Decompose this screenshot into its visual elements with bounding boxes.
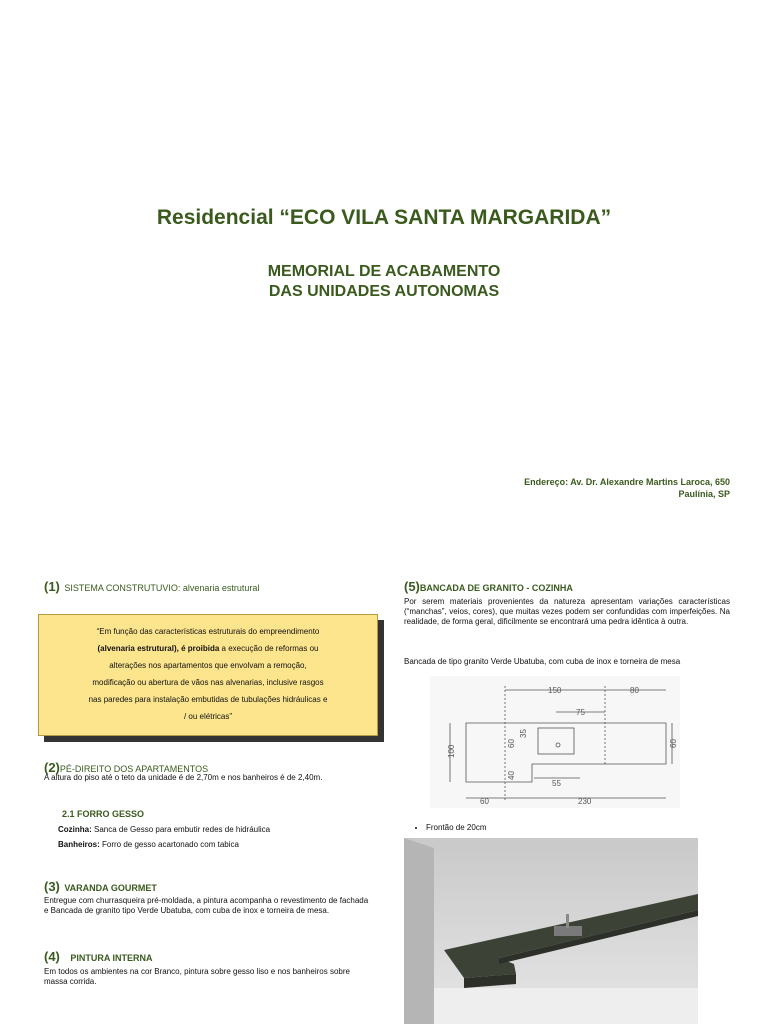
quote-line: nas paredes para instalação embutidas de tubulações hidráulicas e <box>88 695 328 704</box>
cozinha-line <box>58 825 270 835</box>
cozinha-text: Sanca de Gesso para embutir redes de hidráulica <box>91 825 271 834</box>
dim-label: 60 <box>507 739 516 748</box>
section-2-1-title: 2.1 FORRO GESSO <box>62 809 145 819</box>
dim-label: 75 <box>576 708 585 717</box>
section-1-heading <box>44 578 259 596</box>
section-4-heading <box>44 948 153 966</box>
banheiros-label: Banheiros: <box>58 840 100 849</box>
side-wall <box>404 838 434 1024</box>
floor <box>434 988 698 1024</box>
address-line-1: Endereço: Av. Dr. Alexandre Martins Laroca, 650 <box>524 477 730 487</box>
diagram-background <box>430 676 680 808</box>
dim-label: 35 <box>519 729 528 738</box>
quote-line: alterações nos apartamentos que envolvam a remoção, <box>109 661 307 670</box>
dim-label: 40 <box>507 771 516 780</box>
section-4-number: (4) <box>44 949 60 964</box>
dim-label: 230 <box>578 797 592 806</box>
section-3-title: VARANDA GOURMET <box>64 883 157 893</box>
dim-label: 60 <box>669 739 678 748</box>
section-2-title: PÉ-DIREITO DOS APARTAMENTOS <box>59 764 209 774</box>
section-4-title: PINTURA INTERNA <box>70 953 153 963</box>
quote-line: / ou elétricas” <box>183 712 233 721</box>
dim-label: 55 <box>552 779 561 788</box>
quote-line <box>50 640 366 657</box>
dim-label: 60 <box>480 797 489 806</box>
quote-text <box>50 623 366 725</box>
section-5-heading <box>404 578 573 596</box>
section-5-type-text: Bancada de tipo granito Verde Ubatuba, com cuba de inox e torneira de mesa <box>404 657 681 666</box>
quote-line: modificação ou abertura de vãos nas alvenarias, inclusive rasgos <box>92 678 324 687</box>
dim-label: 100 <box>447 744 456 758</box>
cozinha-label: Cozinha: <box>58 825 92 834</box>
section-1-number: (1) <box>44 579 60 594</box>
address <box>524 476 730 500</box>
bullet-item: • Frontão de 20cm <box>426 823 486 833</box>
subtitle <box>0 262 768 302</box>
section-2-number: (2) <box>44 760 60 775</box>
dim-label: 80 <box>630 686 639 695</box>
bullet-list <box>412 823 486 833</box>
section-1-title: SISTEMA CONSTRUTUVIO: alvenaria estrutural <box>64 583 260 593</box>
address-line-2: Paulínia, SP <box>678 489 730 499</box>
section-4-text: Em todos os ambientes na cor Branco, pintura sobre gesso liso e nos banheiros sobre massa corrida. <box>44 967 350 986</box>
subtitle-line-2: DAS UNIDADES AUTONOMAS <box>268 283 500 300</box>
kitchen-render-image <box>404 838 698 1024</box>
subtitle-line-1: MEMORIAL DE ACABAMENTO <box>267 263 501 280</box>
quote-line: “Em função das características estruturais do empreendimento <box>96 627 320 636</box>
section-5-number: (5) <box>404 579 420 594</box>
banheiros-line <box>58 840 239 850</box>
countertop-diagram <box>430 676 680 808</box>
section-2-text: A altura do piso até o teto da unidade é de 2,70m e nos banheiros é de 2,40m. <box>44 773 323 782</box>
section-3-number: (3) <box>44 879 60 894</box>
section-3-heading <box>44 878 157 896</box>
section-3-text: Entregue com churrasqueira pré-moldada, a pintura acompanha o revestimento de fachada e Bancada de granito tipo Verde Ubatuba, com cuba de inox e torneira de mesa. <box>44 896 369 915</box>
banheiros-text: Forro de gesso acartonado com tabica <box>99 840 239 849</box>
page-title: Residencial “ECO VILA SANTA MARGARIDA” <box>156 206 612 229</box>
section-5-text: Por serem materiais provenientes da natureza apresentam variações características (“manchas”, veios, cores), que muitas vezes podem ser confundidas com imperfeições. Na realidade, de forma geral, dificilmente se encontrará uma pedra idêntica à outra. <box>404 597 730 626</box>
quote-bold: (alvenaria estrutural), é proibida <box>97 644 220 653</box>
section-5-title: BANCADA DE GRANITO - COZINHA <box>419 583 573 593</box>
faucet <box>566 914 569 928</box>
dim-label: 150 <box>548 686 562 695</box>
quote-line-rest: a execução de reformas ou <box>219 644 319 653</box>
